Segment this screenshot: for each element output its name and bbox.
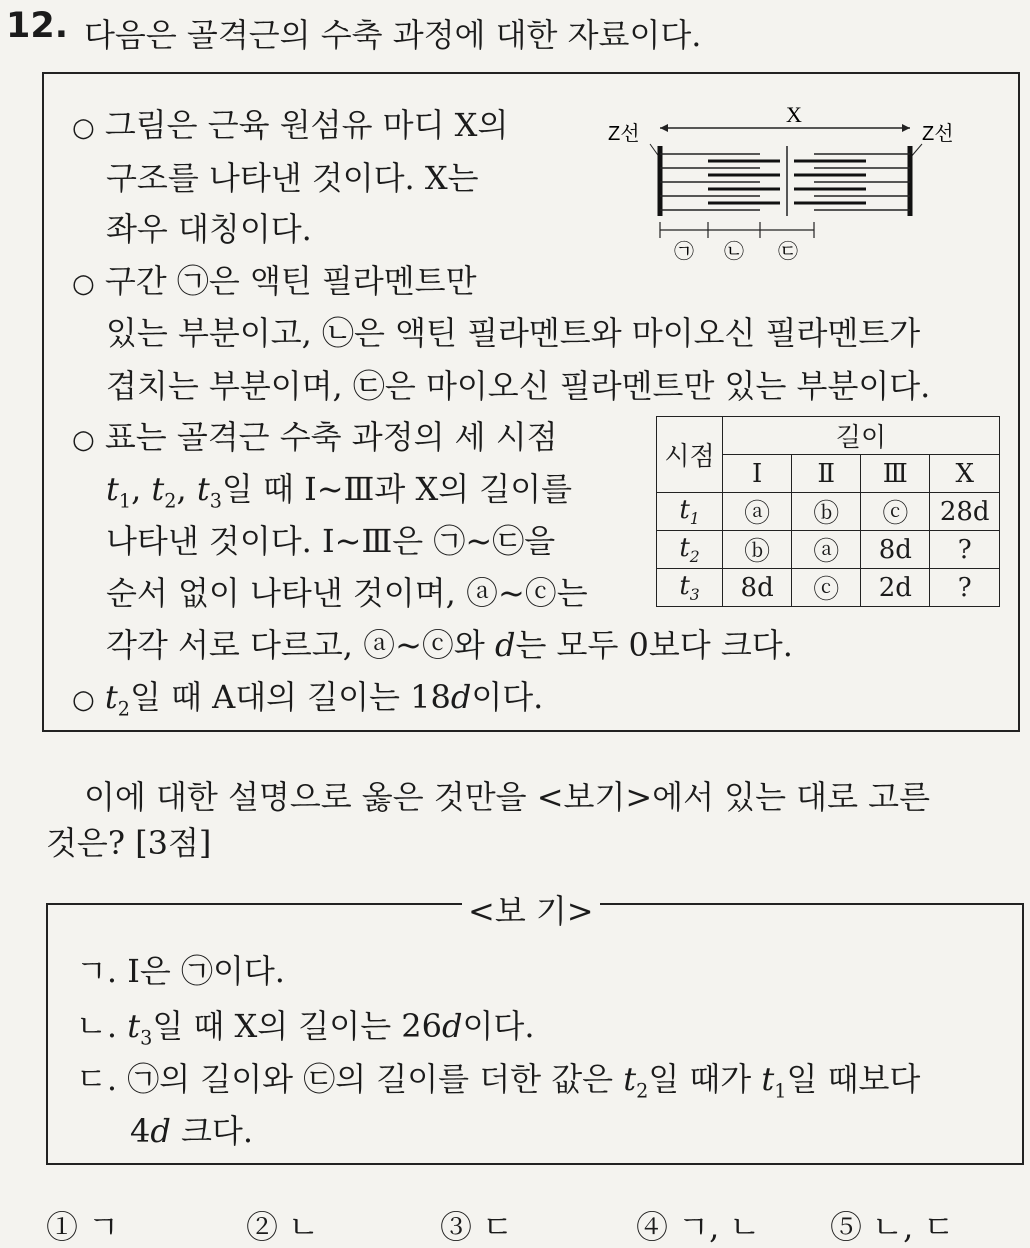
row-time: $t_1$ xyxy=(657,493,723,531)
paragraph-3-line-5: 각각 서로 다르고, ⓐ~ⓒ와 d는 모두 0보다 크다. xyxy=(106,626,793,664)
row-time: $t_3$ xyxy=(657,569,723,607)
question-prompt: 다음은 골격근의 수축 과정에 대한 자료이다. xyxy=(84,16,702,54)
table-row xyxy=(657,493,1000,531)
table-cell: ⓑ xyxy=(723,531,792,569)
paragraph-1-line-3: 좌우 대칭이다. xyxy=(106,210,312,248)
sarcomere-diagram xyxy=(600,98,980,268)
paragraph-1-line-2: 구조를 나타낸 것이다. X는 xyxy=(106,159,479,197)
paragraph-3-line-2: $t_1$, $t_2$, $t_3$일 때 Ⅰ~Ⅲ과 X의 길이를 xyxy=(106,470,573,513)
length-table xyxy=(656,416,1000,607)
paragraph-1-line-1: ○ 그림은 근육 원섬유 마디 X의 xyxy=(72,106,509,144)
bogi-item-3: ㄷ. ㉠의 길이와 ㉢의 길이를 더한 값은 $t_2$일 때가 $t_1$일 때보다 xyxy=(76,1060,921,1103)
question-number: 12. xyxy=(6,6,69,46)
paragraph-2-line-3: 겹치는 부분이며, ㉢은 마이오신 필라멘트만 있는 부분이다. xyxy=(106,367,931,405)
bogi-item-2: ㄴ. $t_3$일 때 X의 길이는 26d이다. xyxy=(76,1007,535,1050)
table-cell: 8d xyxy=(723,569,792,607)
segment-label-1: ㉠ xyxy=(674,239,694,263)
table-row xyxy=(657,531,1000,569)
column-header: Ⅰ xyxy=(723,455,792,493)
actin-filaments xyxy=(660,154,910,210)
segment-label-3: ㉢ xyxy=(778,239,798,263)
table-cell: 8d xyxy=(861,531,930,569)
paragraph-4: ○ $t_2$일 때 A대의 길이는 18d이다. xyxy=(72,678,544,721)
header-length: 길이 xyxy=(723,417,1000,455)
bogi-item-1: ㄱ. Ⅰ은 ㉠이다. xyxy=(76,952,285,990)
paragraph-3-line-1: ○ 표는 골격근 수축 과정의 세 시점 xyxy=(72,418,558,456)
column-header: Ⅱ xyxy=(792,455,861,493)
segment-label-2: ㉡ xyxy=(724,239,744,263)
paragraph-2-line-1: ○ 구간 ㉠은 액틴 필라멘트만 xyxy=(72,262,477,300)
choice-1[interactable]: ① ㄱ xyxy=(46,1208,120,1246)
row-time: $t_2$ xyxy=(657,531,723,569)
table-cell: ⓐ xyxy=(792,531,861,569)
instruction-line-1: 이에 대한 설명으로 옳은 것만을 <보기>에서 있는 대로 고른 xyxy=(84,778,930,816)
table-cell: ? xyxy=(930,531,1000,569)
segment-markers xyxy=(660,222,814,238)
table-cell: 28d xyxy=(930,493,1000,531)
choice-4[interactable]: ④ ㄱ, ㄴ xyxy=(636,1208,761,1246)
choice-2[interactable]: ② ㄴ xyxy=(246,1208,320,1246)
table-cell: ? xyxy=(930,569,1000,607)
table-row xyxy=(657,569,1000,607)
paragraph-3-line-4: 순서 없이 나타낸 것이며, ⓐ~ⓒ는 xyxy=(106,574,588,612)
bogi-item-3-line-2: 4d 크다. xyxy=(130,1112,254,1150)
table-cell: ⓑ xyxy=(792,493,861,531)
paragraph-3-line-3: 나타낸 것이다. Ⅰ~Ⅲ은 ㉠~㉢을 xyxy=(106,522,556,560)
table-cell: ⓒ xyxy=(792,569,861,607)
label-z-right: Z선 xyxy=(922,123,954,145)
instruction-line-2: 것은? [3점] xyxy=(46,824,212,862)
label-x: X xyxy=(786,102,802,127)
bogi-title: <보 기> xyxy=(462,886,600,932)
table-cell: ⓒ xyxy=(861,493,930,531)
header-time: 시점 xyxy=(657,417,723,493)
column-header: X xyxy=(930,455,1000,493)
label-z-left: Z선 xyxy=(608,123,640,145)
choice-5[interactable]: ⑤ ㄴ, ㄷ xyxy=(830,1208,955,1246)
paragraph-2-line-2: 있는 부분이고, ㉡은 액틴 필라멘트와 마이오신 필라멘트가 xyxy=(106,314,921,352)
table-cell: 2d xyxy=(861,569,930,607)
bullet-icon: ○ xyxy=(72,113,95,143)
choice-3[interactable]: ③ ㄷ xyxy=(440,1208,514,1246)
column-header: Ⅲ xyxy=(861,455,930,493)
table-cell: ⓐ xyxy=(723,493,792,531)
